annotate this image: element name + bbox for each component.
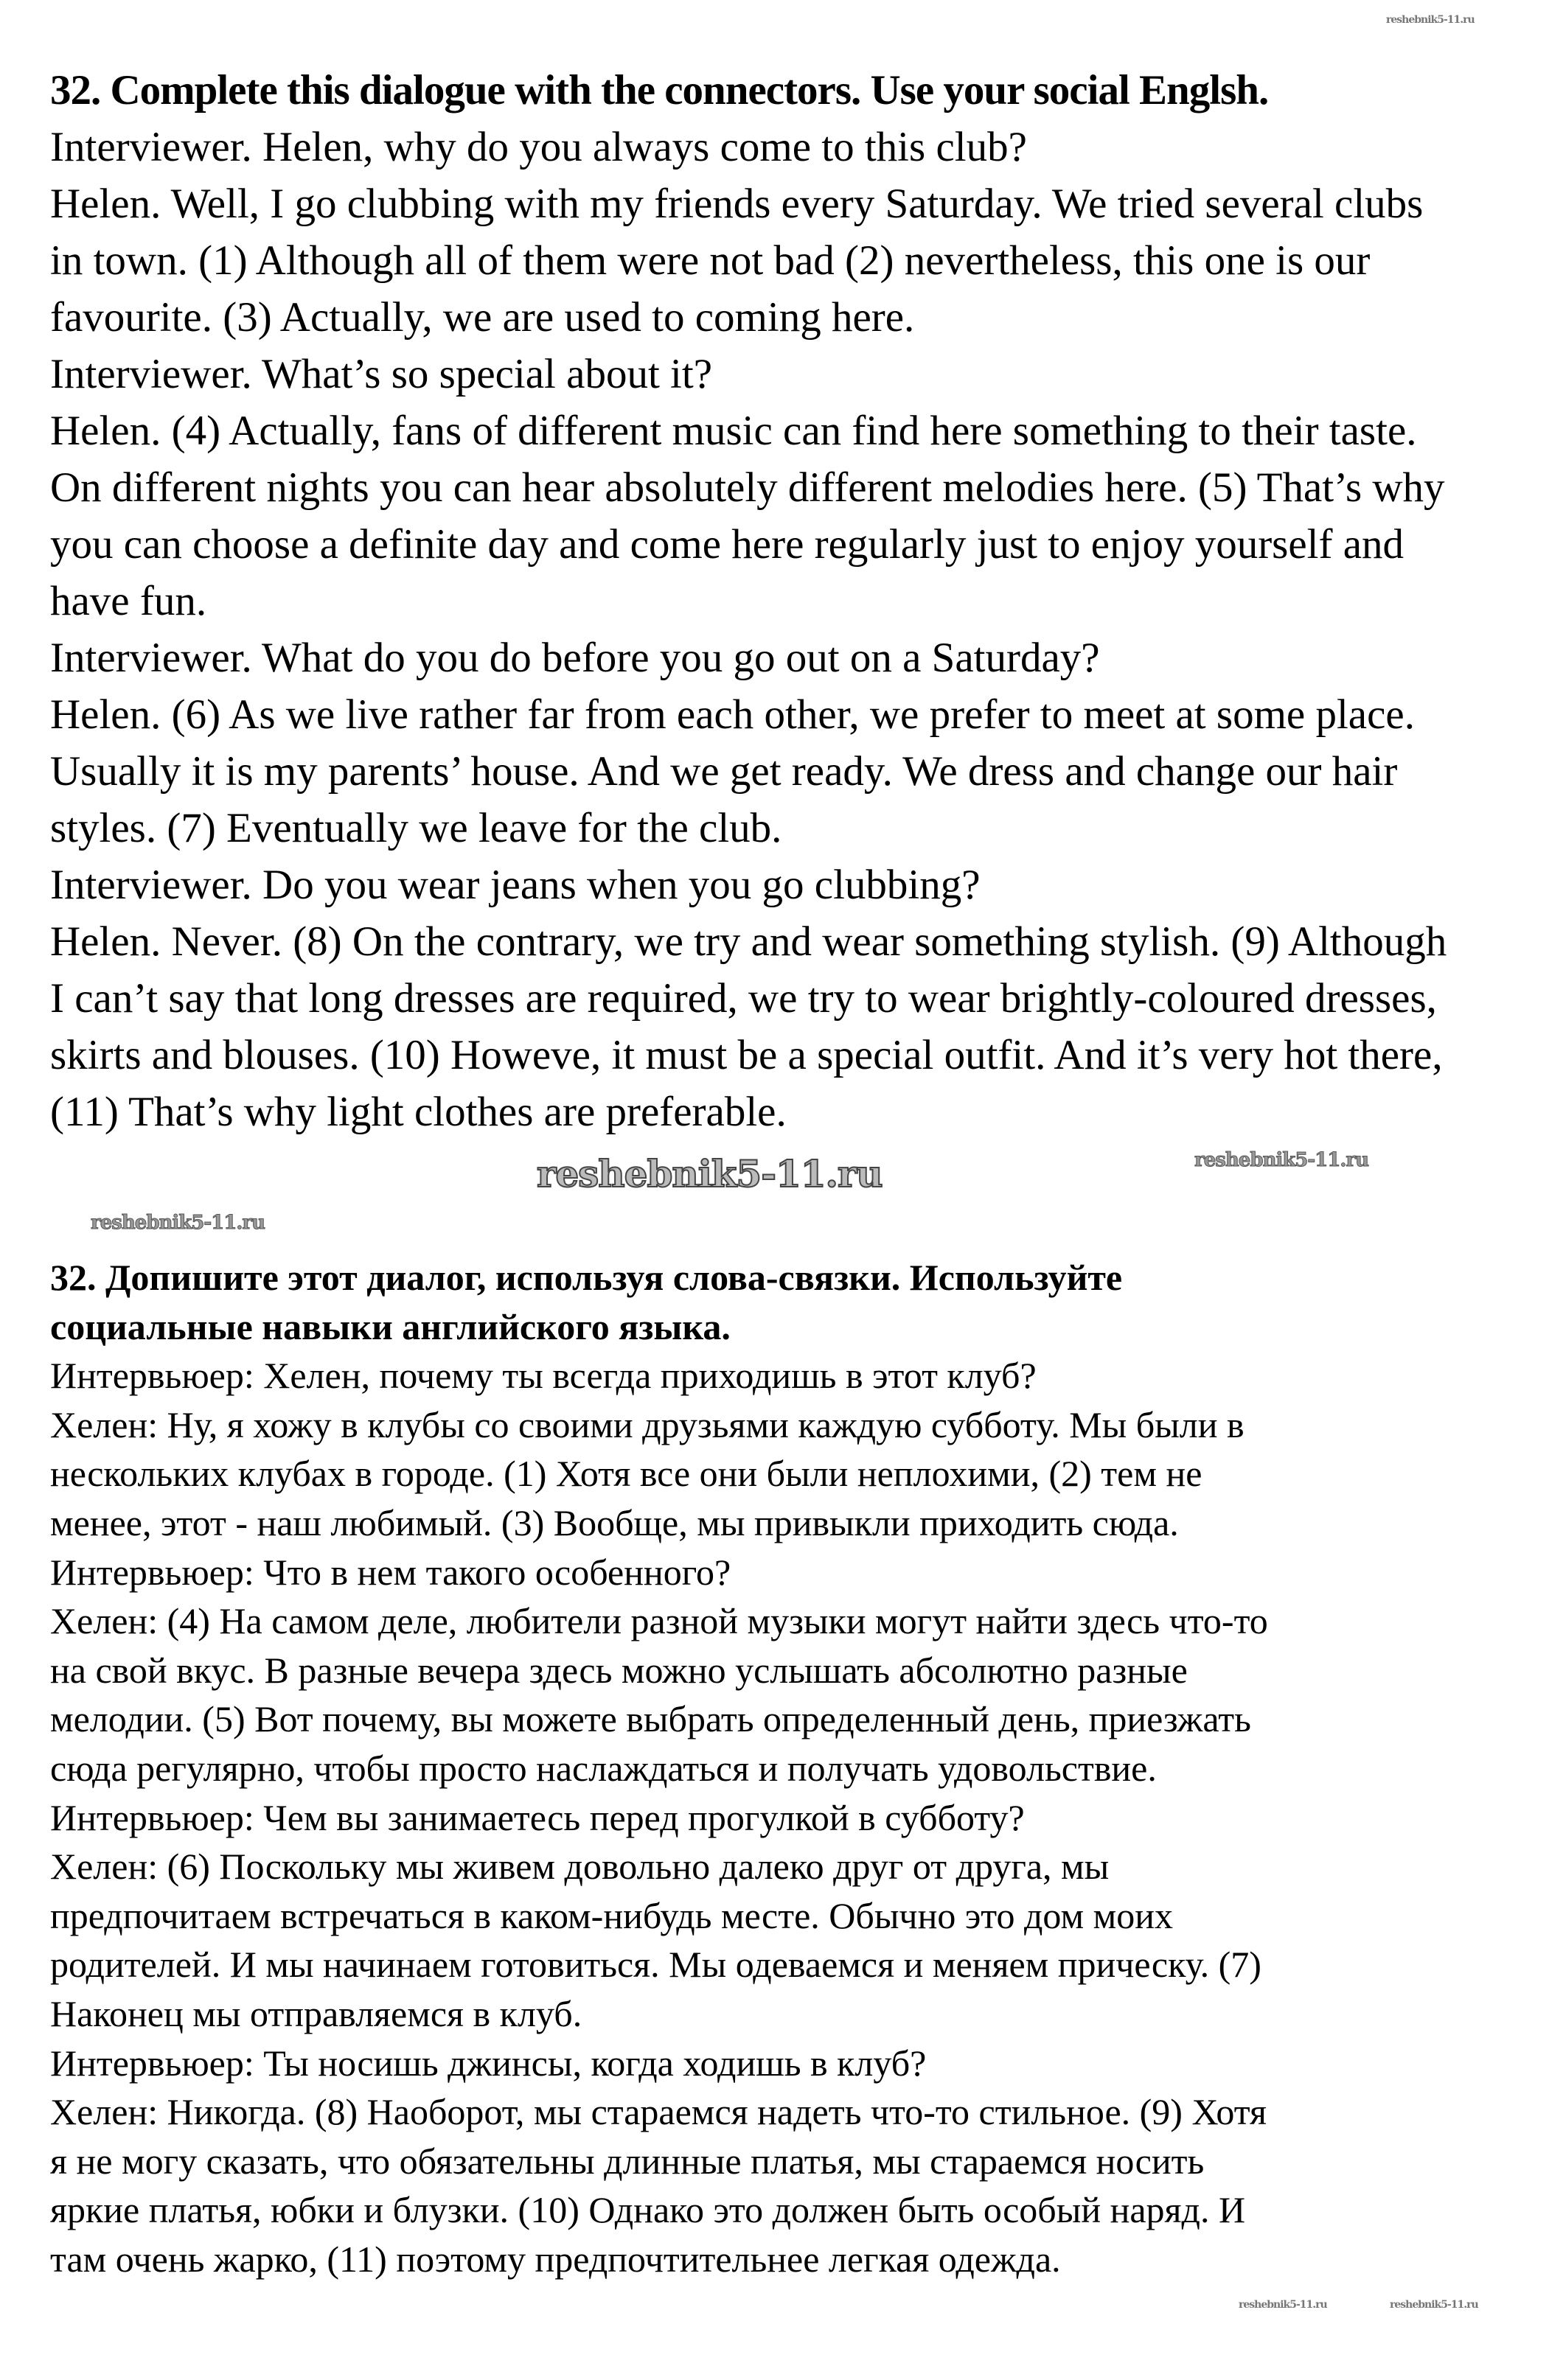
- dialogue-line-english: Helen. (6) As we live rather far from each other, we prefer to meet at some place.: [50, 691, 1415, 738]
- dialogue-line-english: Interviewer. Do you wear jeans when you go clubbing?: [50, 862, 981, 908]
- watermark: reshebnik5-11.ru: [1194, 1149, 1369, 1171]
- dialogue-line-russian: менее, этот - наш любимый. (3) Вообще, мы привыкли приходить сюда.: [50, 1502, 1179, 1543]
- dialogue-line-russian: предпочитаем встречаться в каком-нибудь месте. Обычно это дом моих: [50, 1894, 1173, 1936]
- dialogue-line-english: I can’t say that long dresses are required, we try to wear brightly-coloured dresses,: [50, 975, 1437, 1022]
- watermark: reshebnik5-11.ru: [1390, 2299, 1478, 2311]
- dialogue-line-english: you can choose a definite day and come here regularly just to enjoy yourself and: [50, 521, 1404, 568]
- dialogue-line-english: On different nights you can hear absolutely different melodies here. (5) That’s why: [50, 464, 1445, 511]
- exercise-title-russian: социальные навыки английского языка.: [50, 1305, 731, 1347]
- dialogue-line-russian: Хелен: Никогда. (8) Наоборот, мы стараемся надеть что-то стильное. (9) Хотя: [50, 2091, 1267, 2133]
- dialogue-line-russian: Интервьюер: Чем вы занимаетесь перед прогулкой в субботу?: [50, 1796, 1025, 1838]
- dialogue-line-russian: мелодии. (5) Вот почему, вы можете выбрать определенный день, приезжать: [50, 1698, 1251, 1740]
- dialogue-line-russian: Интервьюер: Что в нем такого особенного?: [50, 1551, 731, 1593]
- dialogue-line-english: styles. (7) Eventually we leave for the club.: [50, 805, 782, 851]
- dialogue-line-english: in town. (1) Although all of them were not bad (2) nevertheless, this one is our: [50, 237, 1371, 284]
- dialogue-line-russian: Хелен: (4) На самом деле, любители разной музыки могут найти здесь что-то: [50, 1600, 1268, 1642]
- watermark: reshebnik5-11.ru: [1239, 2299, 1327, 2311]
- dialogue-line-russian: родителей. И мы начинаем готовиться. Мы одеваемся и меняем прическу. (7): [50, 1944, 1261, 1986]
- exercise-title-english: 32. Complete this dialogue with the connectors. Use your social Englsh.: [50, 67, 1269, 114]
- dialogue-line-russian: я не могу сказать, что обязательны длинные платья, мы стараемся носить: [50, 2140, 1205, 2182]
- dialogue-line-russian: Хелен: (6) Поскольку мы живем довольно далеко друг от друга, мы: [50, 1846, 1110, 1888]
- dialogue-line-english: Helen. Well, I go clubbing with my friends every Saturday. We tried several clubs: [50, 181, 1424, 227]
- exercise-title-russian: 32. Допишите этот диалог, используя слова-связки. Используйте: [50, 1257, 1123, 1298]
- dialogue-line-russian: яркие платья, юбки и блузки. (10) Однако это должен быть особый наряд. И: [50, 2189, 1246, 2231]
- dialogue-line-russian: Наконец мы отправляемся в клуб.: [50, 1993, 582, 2034]
- dialogue-line-russian: сюда регулярно, чтобы просто наслаждаться и получать удовольствие.: [50, 1748, 1157, 1789]
- dialogue-line-english: favourite. (3) Actually, we are used to coming here.: [50, 294, 915, 341]
- dialogue-line-russian: Хелен: Ну, я хожу в клубы со своими друзьями каждую субботу. Мы были в: [50, 1403, 1245, 1445]
- dialogue-line-russian: Интервьюер: Хелен, почему ты всегда приходишь в этот клуб?: [50, 1355, 1037, 1397]
- dialogue-line-russian: на свой вкус. В разные вечера здесь можно услышать абсолютно разные: [50, 1649, 1188, 1691]
- dialogue-line-russian: Интервьюер: Ты носишь джинсы, когда ходишь в клуб?: [50, 2042, 927, 2084]
- dialogue-line-russian: там очень жарко, (11) поэтому предпочтительнее легкая одежда.: [50, 2238, 1061, 2280]
- dialogue-line-english: Helen. Never. (8) On the contrary, we try and wear something stylish. (9) Although: [50, 918, 1447, 965]
- dialogue-line-english: Helen. (4) Actually, fans of different music can find here something to their taste.: [50, 408, 1417, 454]
- watermark: reshebnik5-11.ru: [537, 1152, 883, 1196]
- dialogue-line-english: have fun.: [50, 578, 207, 624]
- dialogue-line-english: (11) That’s why light clothes are preferable.: [50, 1089, 787, 1135]
- dialogue-line-english: Usually it is my parents’ house. And we get ready. We dress and change our hair: [50, 748, 1398, 795]
- watermark: reshebnik5-11.ru: [1386, 14, 1475, 26]
- dialogue-line-english: Interviewer. What do you do before you go out on a Saturday?: [50, 635, 1100, 681]
- watermark: reshebnik5-11.ru: [91, 1212, 265, 1234]
- dialogue-line-english: Interviewer. Helen, why do you always come to this club?: [50, 124, 1027, 170]
- dialogue-line-english: skirts and blouses. (10) Howeve, it must be a special outfit. And it’s very hot there,: [50, 1032, 1443, 1078]
- dialogue-line-english: Interviewer. What’s so special about it?: [50, 351, 713, 397]
- dialogue-line-russian: нескольких клубах в городе. (1) Хотя все они были неплохими, (2) тем не: [50, 1453, 1202, 1495]
